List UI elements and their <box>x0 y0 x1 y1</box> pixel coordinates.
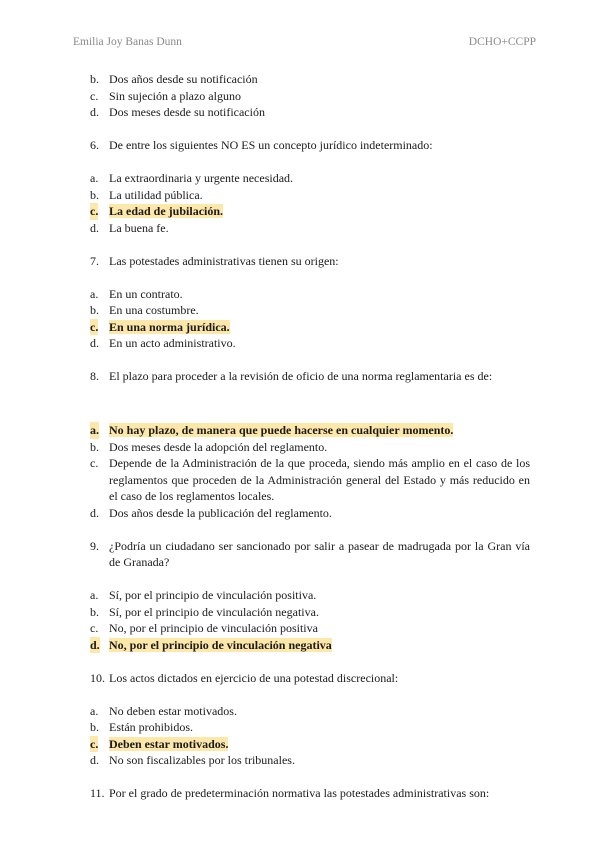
option-item: a. No deben estar motivados. <box>90 703 237 718</box>
question-10: 10. Los actos dictados en ejercicio de una potestad discrecional: <box>90 670 399 685</box>
option-item: b. Dos meses desde la adopción del reglamento. <box>90 439 328 454</box>
option-item: b. Dos años desde su notificación <box>90 72 258 86</box>
option-item: d. Dos años desde la publicación del reglamento. <box>90 505 332 520</box>
option-item: a. Sí, por el principio de vinculación positiva. <box>90 588 317 602</box>
option-item: d. No son fiscalizables por los tribunales. <box>90 753 295 767</box>
option-item: b. La utilidad pública. <box>90 187 203 202</box>
option-item: d. La buena fe. <box>90 220 169 235</box>
option-item: c. Sin sujeción a plazo alguno <box>90 88 241 103</box>
option-item: b. En una costumbre. <box>90 303 199 317</box>
option-item: b. Están prohibidos. <box>90 720 193 734</box>
option-item: a. La extraordinaria y urgente necesidad. <box>90 171 294 185</box>
option-item: d. Dos meses desde su notificación <box>90 105 265 119</box>
correct-answer: d. No, por el principio de vinculación negativa <box>90 637 332 652</box>
correct-answer: c. Deben estar motivados. <box>90 736 229 751</box>
option-item: c. Depende de la Administración de la que proceda, siendo más amplio en el caso de los reglamentos que proceden de la Administración general del Estado y más reducido en el caso de los reglamentos locales. <box>90 456 530 503</box>
option-item: a. En un contrato. <box>90 286 183 301</box>
question-11: 11. Por el grado de predeterminación normativa las potestades administrativas son: <box>90 786 490 800</box>
question-8: 8. El plazo para proceder a la revisión de oficio de una norma reglamentaria es de: <box>90 369 493 383</box>
correct-answer: c. La edad de jubilación. <box>90 204 224 218</box>
question-7: 7. Las potestades administrativas tienen su origen: <box>90 253 339 268</box>
correct-answer: a. No hay plazo, de manera que puede hacerse en cualquier momento. <box>90 423 454 437</box>
option-item: d. En un acto administrativo. <box>90 336 236 350</box>
page-header <box>73 36 536 52</box>
correct-answer: c. En una norma jurídica. <box>90 319 230 334</box>
question-9: 9. ¿Podría un ciudadano ser sancionado por salir a pasear de madrugada por la Gran vía de Granada? <box>90 538 530 569</box>
header-author: Emilia Joy Banas Dunn <box>73 36 182 48</box>
document-body <box>90 71 530 802</box>
question-6: 6. De entre los siguientes NO ES un concepto jurídico indeterminado: <box>90 138 433 152</box>
option-item: c. No, por el principio de vinculación positiva <box>90 621 318 635</box>
option-item: b. Sí, por el principio de vinculación negativa. <box>90 604 319 619</box>
header-course: DCHO+CCPP <box>468 36 536 48</box>
